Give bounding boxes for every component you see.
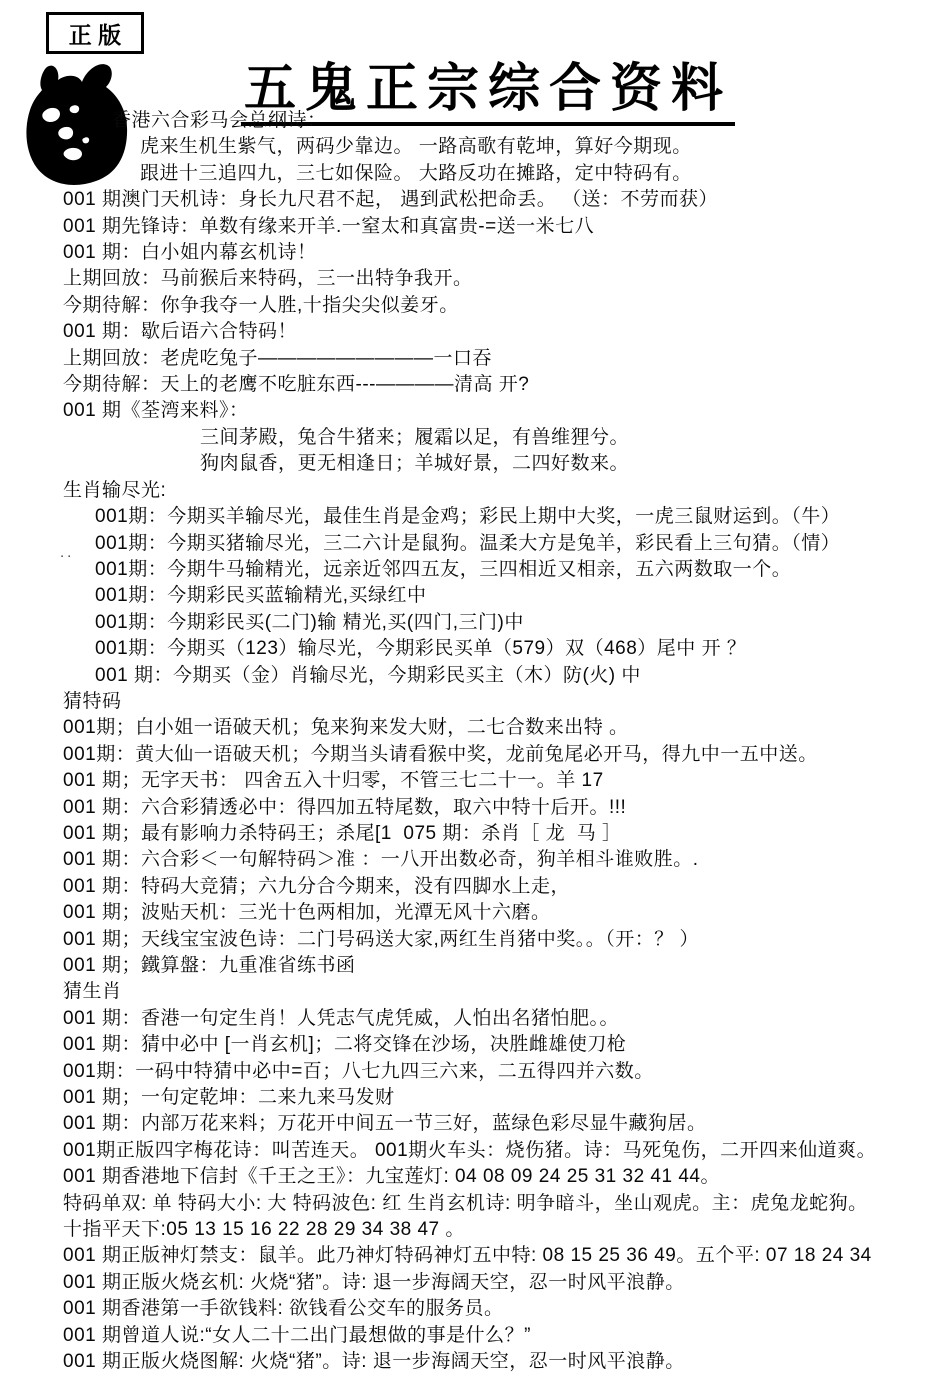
- text-line: 上期回放：马前猴后来特码，三一出特争我开。: [63, 268, 473, 290]
- text-line: 001 期；最有影响力杀特码王；杀尾[1 075 期：杀肖［ 龙 马 ］: [63, 822, 622, 844]
- text-line: 001期：今期买猪输尽光，三二六计是鼠狗。温柔大方是兔羊，彩民看上三句猜。（情）: [95, 532, 841, 554]
- text-line: 今期待解：你争我夺一人胜,十指尖尖似姜牙。: [63, 294, 459, 316]
- stray-dots-mark: ..: [60, 544, 75, 561]
- text-line: 001期：今期彩民买蓝输精光,买绿红中: [95, 585, 427, 607]
- text-line: 001期：今期彩民买(二门)输 精光,买(四门,三门)中: [95, 611, 524, 633]
- text-line: 001 期：香港一句定生肖！人凭志气虎凭威，人怕出名猪怕肥。。: [63, 1007, 619, 1029]
- text-line: 生肖输尽光:: [63, 479, 167, 501]
- text-line: 狗肉鼠香，更无相逢日；羊城好景，二四好数来。: [200, 453, 630, 475]
- text-line: 001 期澳门天机诗：身长九尺君不起， 遇到武松把命丢。 （送：不劳而获）: [63, 189, 719, 211]
- text-line: 001 期：内部万花来料；万花开中间五一节三好，蓝绿色彩尽显牛藏狗居。: [63, 1113, 707, 1135]
- text-line: 001 期正版火烧图解: 火烧“猪”。诗: 退一步海阔天空，忍一时风平浪静。: [63, 1351, 685, 1373]
- text-line: 001 期：六合彩猜透必中：得四加五特尾数，取六中特十后开。!!!: [63, 796, 627, 818]
- text-line: 猜特码: [63, 690, 122, 712]
- text-line: 001期正版四字梅花诗：叫苦连天。 001期火车头：烧伤猪。诗：马死兔伤，二开四来仙道爽。: [63, 1139, 877, 1161]
- page-title: 五鬼正宗综合资料: [241, 61, 735, 126]
- text-line: 001 期正版神灯禁支：鼠羊。此乃神灯特码神灯五中特: 08 15 25 36 49。五个平: 07 18 24 34: [63, 1245, 872, 1267]
- text-line: 今期待解：天上的老鹰不吃脏东西---————清高 开?: [63, 374, 530, 396]
- text-line: 香港六合彩马会总纲诗：: [112, 110, 327, 131]
- badge-label: 正 版: [68, 21, 122, 48]
- text-line: 001 期：猜中必中 [一肖玄机]；二将交锋在沙场，决胜雌雄使刀枪: [63, 1034, 627, 1056]
- text-line: 001 期：白小姐内幕玄机诗！: [63, 242, 317, 264]
- text-line: 虎来生机生紫气，两码少靠边。 一路高歌有乾坤，算好今期现。: [140, 136, 692, 158]
- text-line: 001 期先锋诗：单数有缘来开羊.一窒太和真富贵-=送一米七八: [63, 215, 595, 237]
- text-line: 001 期：六合彩＜一句解特码＞准 ：一八开出数必奇，狗羊相斗谁败胜。.: [63, 849, 699, 871]
- text-line: 001 期；天线宝宝波色诗：二门号码送大家,两红生肖猪中奖。。（开：？ ）: [63, 928, 700, 950]
- document-body: [0, 108, 945, 1376]
- text-line: 001期：一码中特猜中必中=百；八七九四三六来，二五得四并六数。: [63, 1060, 654, 1082]
- text-line: 十指平天下:05 13 15 16 22 28 29 34 38 47 。: [63, 1219, 465, 1241]
- text-line: 三间茅殿，兔合牛猪来；履霜以足，有兽维狸兮。: [200, 426, 630, 448]
- text-line: 001 期香港第一手欲钱料: 欲钱看公交车的服务员。: [63, 1298, 504, 1320]
- text-line: 特码单双: 单 特码大小: 大 特码波色: 红 生肖玄机诗: 明争暗斗，坐山观虎。主：虎兔龙蛇狗。: [63, 1192, 868, 1214]
- text-line: 001 期：歇后语六合特码！: [63, 321, 297, 343]
- text-line: 跟进十三追四九，三七如保险。 大路反功在摊路，定中特码有。: [140, 162, 692, 184]
- text-line: 001期：今期买（123）输尽光，今期彩民买单（579）双（468）尾中 开 ？: [95, 638, 747, 660]
- text-line: 001 期：特码大竞猜；六九分合今期来，没有四脚水上走，: [63, 875, 570, 897]
- text-line: 001 期；鐵算盤：九重准省练书函: [63, 955, 356, 976]
- text-line: 001期：黄大仙一语破天机；今期当头请看猴中奖，龙前兔尾必开马，得九中一五中送。: [63, 743, 818, 765]
- text-line: 001 期正版火烧玄机: 火烧“猪”。诗: 退一步海阔天空，忍一时风平浪静。: [63, 1271, 685, 1293]
- text-line: 001期：今期买羊输尽光，最佳生肖是金鸡；彩民上期中大奖，一虎三鼠财运到。（牛）: [95, 506, 841, 528]
- text-line: 猜生肖: [63, 981, 122, 1003]
- text-line: 001 期《荃湾来料》：: [63, 400, 249, 422]
- text-line: 001 期；一句定乾坤：二来九来马发财: [63, 1087, 395, 1109]
- text-line: 001期；白小姐一语破天机；兔来狗来发大财，二七合数来出特 。: [63, 717, 629, 739]
- text-line: 001 期；波贴天机：三光十色两相加，光潭无风十六磨。: [63, 902, 551, 924]
- text-line: 001 期：今期买（金）肖输尽光，今期彩民买主（木）防(火) 中: [95, 664, 641, 686]
- text-line: 001 期；无字天书： 四舍五入十归零，不管三七二十一。羊 17: [63, 770, 604, 792]
- text-line: 001 期香港地下信封《千王之王》：九宝莲灯: 04 08 09 24 25 31 32 41 44。: [63, 1166, 720, 1188]
- text-line: 001 期曾道人说:“女人二十二出门最想做的事是什么？”: [63, 1324, 531, 1346]
- authentic-edition-badge: [46, 12, 144, 54]
- text-line: 上期回放：老虎吃兔子—————————一口吞: [63, 347, 493, 369]
- text-line: 001期：今期牛马输精光，远亲近邻四五友，三四相近又相亲，五六两数取一个。: [95, 558, 792, 580]
